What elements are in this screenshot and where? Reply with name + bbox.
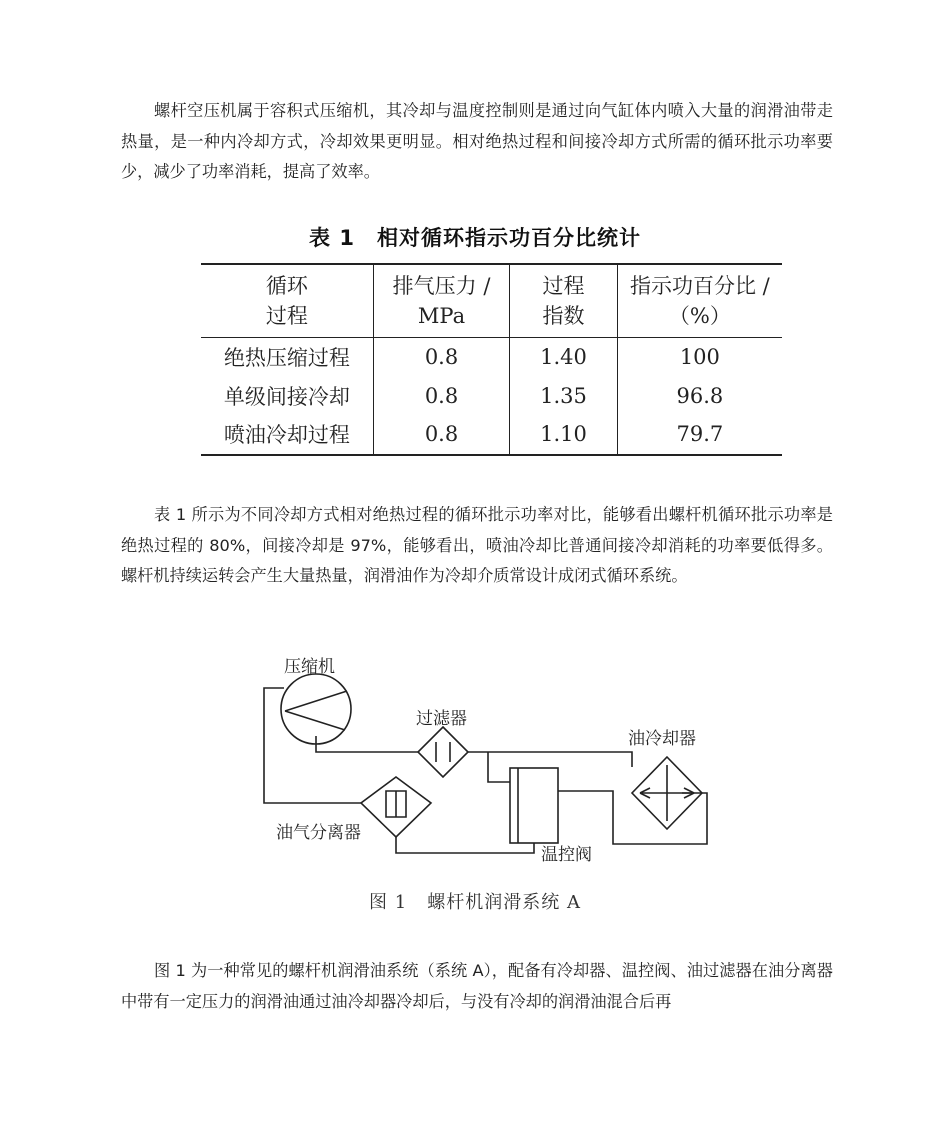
- table-cell: 1.10: [510, 415, 618, 455]
- oil-cooler-icon: [632, 757, 702, 829]
- header-process-index-line1: 过程: [542, 274, 585, 298]
- figure-caption-number: 图 1: [369, 892, 408, 913]
- table-row: [201, 377, 782, 416]
- table-cell: 0.8: [373, 377, 509, 416]
- table-cell: 1.35: [510, 377, 618, 416]
- pipe-separator-to-compressor: [264, 688, 362, 803]
- thermostatic-valve-icon: [510, 768, 558, 843]
- header-exhaust-pressure-line1: 排气压力 /: [392, 274, 491, 298]
- compressor-icon: [281, 674, 351, 744]
- paragraph-intro: 螺杆空压机属于容积式压缩机，其冷却与温度控制则是通过向气缸体内喷入大量的润滑油带走热量，是一种内冷却方式，冷却效果更明显。相对绝热过程和间接冷却方式所需的循环批示功率要少，减少了功率消耗，提高了效率。: [121, 101, 833, 181]
- header-process-index-line2: 指数: [542, 304, 585, 328]
- figure-caption-text: 螺杆机润滑系统 A: [427, 892, 581, 913]
- work-percentage-table: [201, 263, 782, 456]
- label-filter: 过滤器: [416, 709, 467, 729]
- table-cell: 0.8: [373, 338, 509, 377]
- label-compressor: 压缩机: [284, 657, 335, 677]
- table-caption: 表 1 相对循环指示功百分比统计: [309, 226, 641, 250]
- table-cell: 单级间接冷却: [223, 384, 350, 409]
- table-row: [201, 415, 782, 455]
- table-cell: 0.8: [373, 415, 509, 455]
- header-work-percentage-line1: 指示功百分比 /: [629, 274, 770, 298]
- header-exhaust-pressure-line2: MPa: [417, 304, 466, 328]
- table-cell: 绝热压缩过程: [223, 346, 350, 371]
- label-thermostatic-valve: 温控阀: [541, 845, 592, 865]
- table-cell: 喷油冷却过程: [223, 423, 350, 448]
- pipe-cooler-to-valve: [558, 791, 707, 844]
- table-header-row: [201, 264, 782, 338]
- pipe-valve-to-separator: [396, 837, 534, 853]
- label-separator: 油气分离器: [276, 823, 361, 843]
- header-process-index: [510, 264, 618, 338]
- header-cycle-process-line2: 过程: [265, 304, 308, 328]
- label-oil-cooler: 油冷却器: [628, 729, 696, 749]
- table-cell: 96.8: [617, 377, 782, 416]
- header-work-percentage: [617, 264, 782, 338]
- table-cell: 1.40: [510, 338, 618, 377]
- pipe-tee-to-valve: [488, 752, 510, 782]
- filter-icon: [418, 727, 468, 777]
- table-cell: 100: [617, 338, 782, 377]
- pipe-filter-to-cooler: [468, 752, 632, 767]
- header-cycle-process: [201, 264, 373, 338]
- header-work-percentage-line2: （%）: [668, 304, 731, 328]
- table-row: [201, 338, 782, 377]
- table-cell: 79.7: [617, 415, 782, 455]
- pipe-compressor-to-filter: [316, 736, 418, 752]
- paragraph-system-description: 图 1 为一种常见的螺杆机润滑油系统（系统 A），配备有冷却器、温控阀、油过滤器在油分离器中带有一定压力的润滑油通过油冷却器冷却后，与没有冷却的润滑油混合后再: [121, 961, 833, 1011]
- paragraph-table-discussion: 表 1 所示为不同冷却方式相对绝热过程的循环批示功率对比，能够看出螺杆机循环批示功率是绝热过程的 80%，间接冷却是 97%，能够看出，喷油冷却比普通间接冷却消耗的功率要低得多。螺杆机持续运转会产生大量热量，润滑油作为冷却介质常设计成闭式循环系统。: [121, 505, 833, 585]
- header-exhaust-pressure: [373, 264, 509, 338]
- figure-caption: [0, 888, 950, 914]
- lubrication-system-diagram: [250, 650, 720, 870]
- header-cycle-process-line1: 循环: [265, 274, 308, 298]
- separator-icon: [361, 777, 431, 837]
